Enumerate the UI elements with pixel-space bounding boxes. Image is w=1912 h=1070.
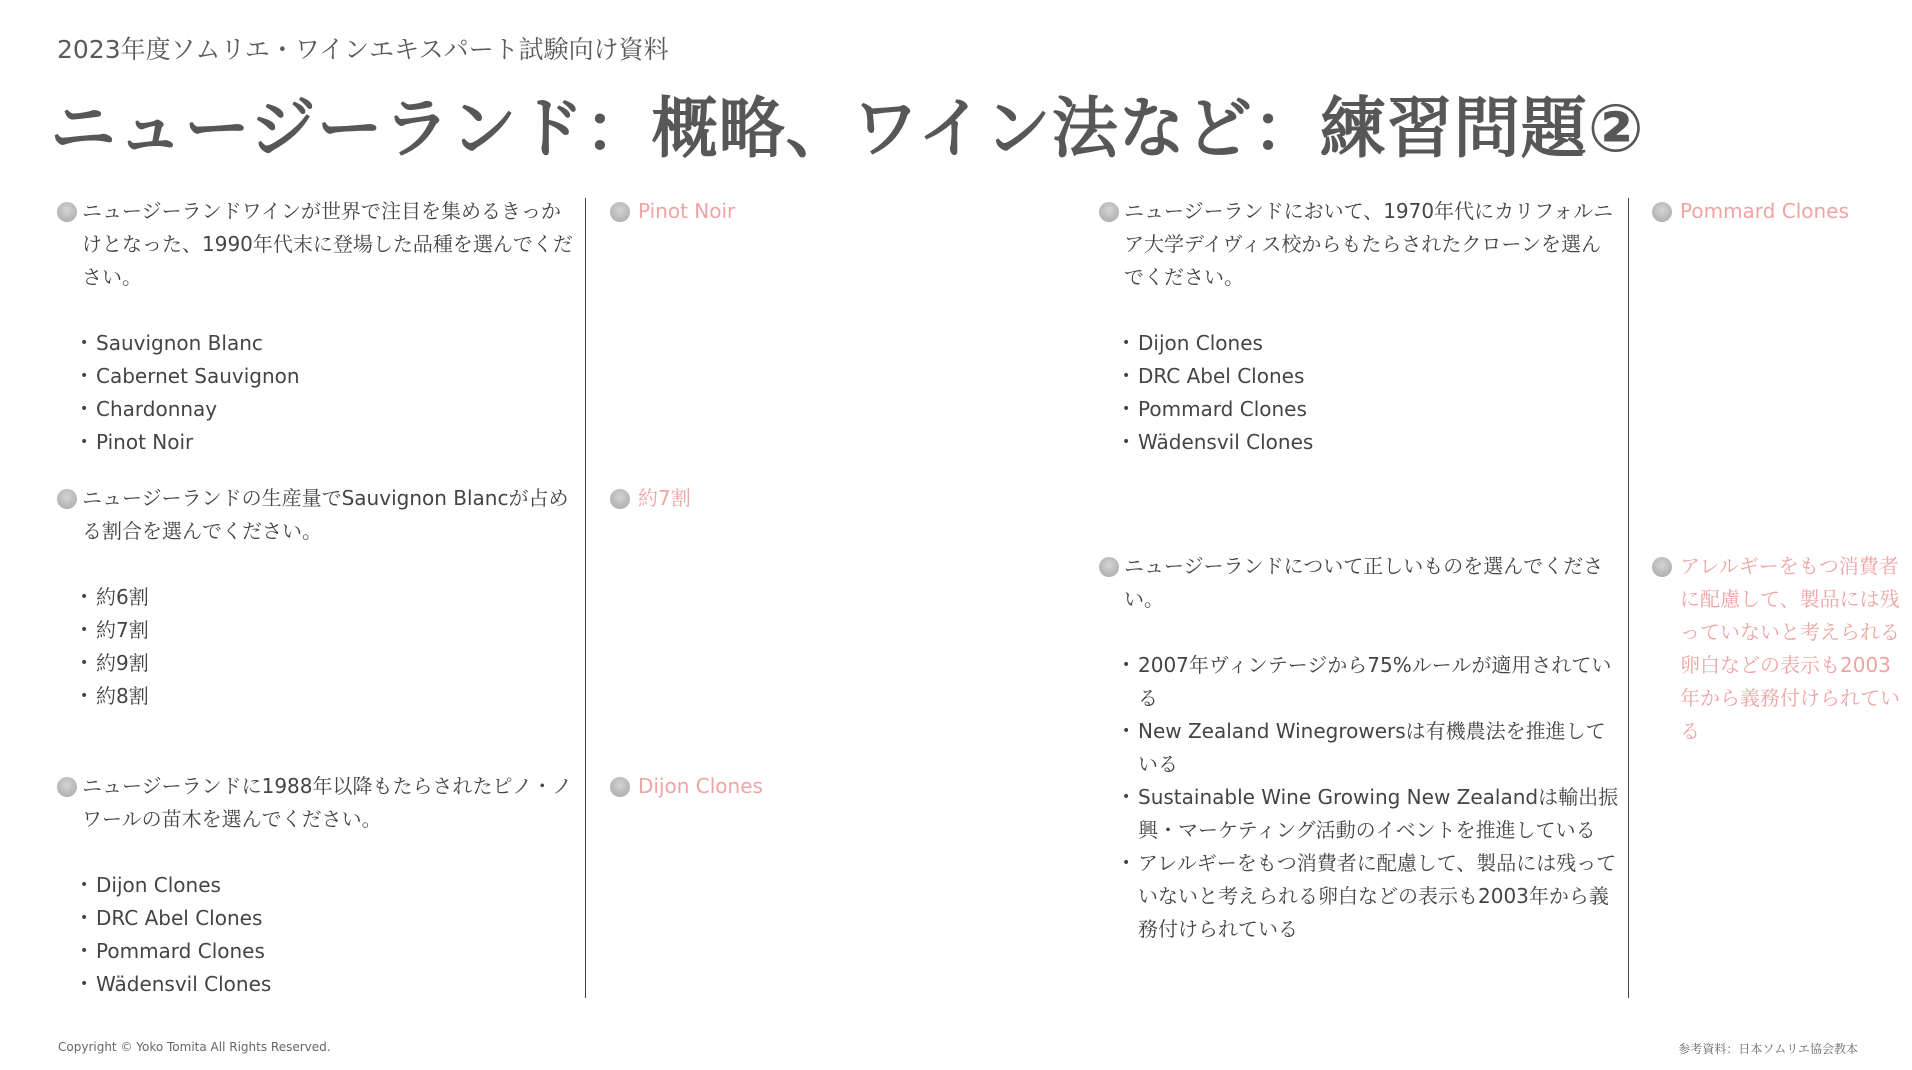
answer-3: Dijon Clones [610, 770, 1038, 803]
column-divider-right [1628, 198, 1629, 998]
answer-4: Pommard Clones [1652, 195, 1910, 228]
option-item: • Dijon Clones [82, 869, 578, 902]
question-text: ニュージーランドに1988年以降もたらされたピノ・ノワールの苗木を選んでください。 [58, 770, 578, 836]
option-item: • 2007年ヴィンテージから75%ルールが適用されている [1124, 649, 1620, 715]
option-item: • New Zealand Winegrowersは有機農法を推進している [1124, 715, 1620, 781]
option-item: • DRC Abel Clones [1124, 360, 1620, 393]
page-title: ニュージーランド：概略、ワイン法など：練習問題② [50, 90, 1645, 167]
answer-1: Pinot Noir [610, 195, 1038, 228]
question-block-4 [1100, 195, 1620, 459]
answer-2: 約7割 [610, 482, 1038, 515]
option-item: • Pommard Clones [82, 935, 578, 968]
question-block-1 [58, 195, 578, 459]
option-item: • Sauvignon Blanc [82, 327, 578, 360]
question-text: ニュージーランドの生産量でSauvignon Blancが占める割合を選んでください。 [58, 482, 578, 548]
option-list [58, 581, 578, 713]
option-list [58, 869, 578, 1001]
option-item: • DRC Abel Clones [82, 902, 578, 935]
option-item: • Chardonnay [82, 393, 578, 426]
option-item: • 約8割 [82, 680, 578, 713]
question-block-3 [58, 770, 578, 1001]
column-divider-left [585, 198, 586, 998]
option-item: • Wädensvil Clones [1124, 426, 1620, 459]
deck-subtitle: 2023年度ソムリエ・ワインエキスパート試験向け資料 [57, 35, 669, 64]
option-item: • Pommard Clones [1124, 393, 1620, 426]
question-block-5 [1100, 550, 1620, 946]
option-item: • アレルギーをもつ消費者に配慮して、製品には残っていないと考えられる卵白などの表示も2003年から義務付けられている [1124, 847, 1620, 946]
question-text: ニュージーランドについて正しいものを選んでください。 [1100, 550, 1620, 616]
option-list [1100, 649, 1620, 946]
question-text: ニュージーランドにおいて、1970年代にカリフォルニア大学デイヴィス校からもたらされたクローンを選んでください。 [1100, 195, 1620, 294]
copyright-notice: Copyright © Yoko Tomita All Rights Reserved. [58, 1040, 331, 1054]
option-item: • Cabernet Sauvignon [82, 360, 578, 393]
reference-note: 参考資料：日本ソムリエ協会教本 [1678, 1042, 1858, 1056]
question-text: ニュージーランドワインが世界で注目を集めるきっかけとなった、1990年代末に登場した品種を選んでください。 [58, 195, 578, 294]
option-item: • 約6割 [82, 581, 578, 614]
question-block-2 [58, 482, 578, 713]
option-list [1100, 327, 1620, 459]
option-item: • Wädensvil Clones [82, 968, 578, 1001]
option-item: • Dijon Clones [1124, 327, 1620, 360]
option-list [58, 327, 578, 459]
option-item: • 約7割 [82, 614, 578, 647]
option-item: • Sustainable Wine Growing New Zealandは輸出振興・マーケティング活動のイベントを推進している [1124, 781, 1620, 847]
option-item: • Pinot Noir [82, 426, 578, 459]
answer-5: アレルギーをもつ消費者に配慮して、製品には残っていないと考えられる卵白などの表示も2003年から義務付けられている [1652, 550, 1902, 748]
option-item: • 約9割 [82, 647, 578, 680]
